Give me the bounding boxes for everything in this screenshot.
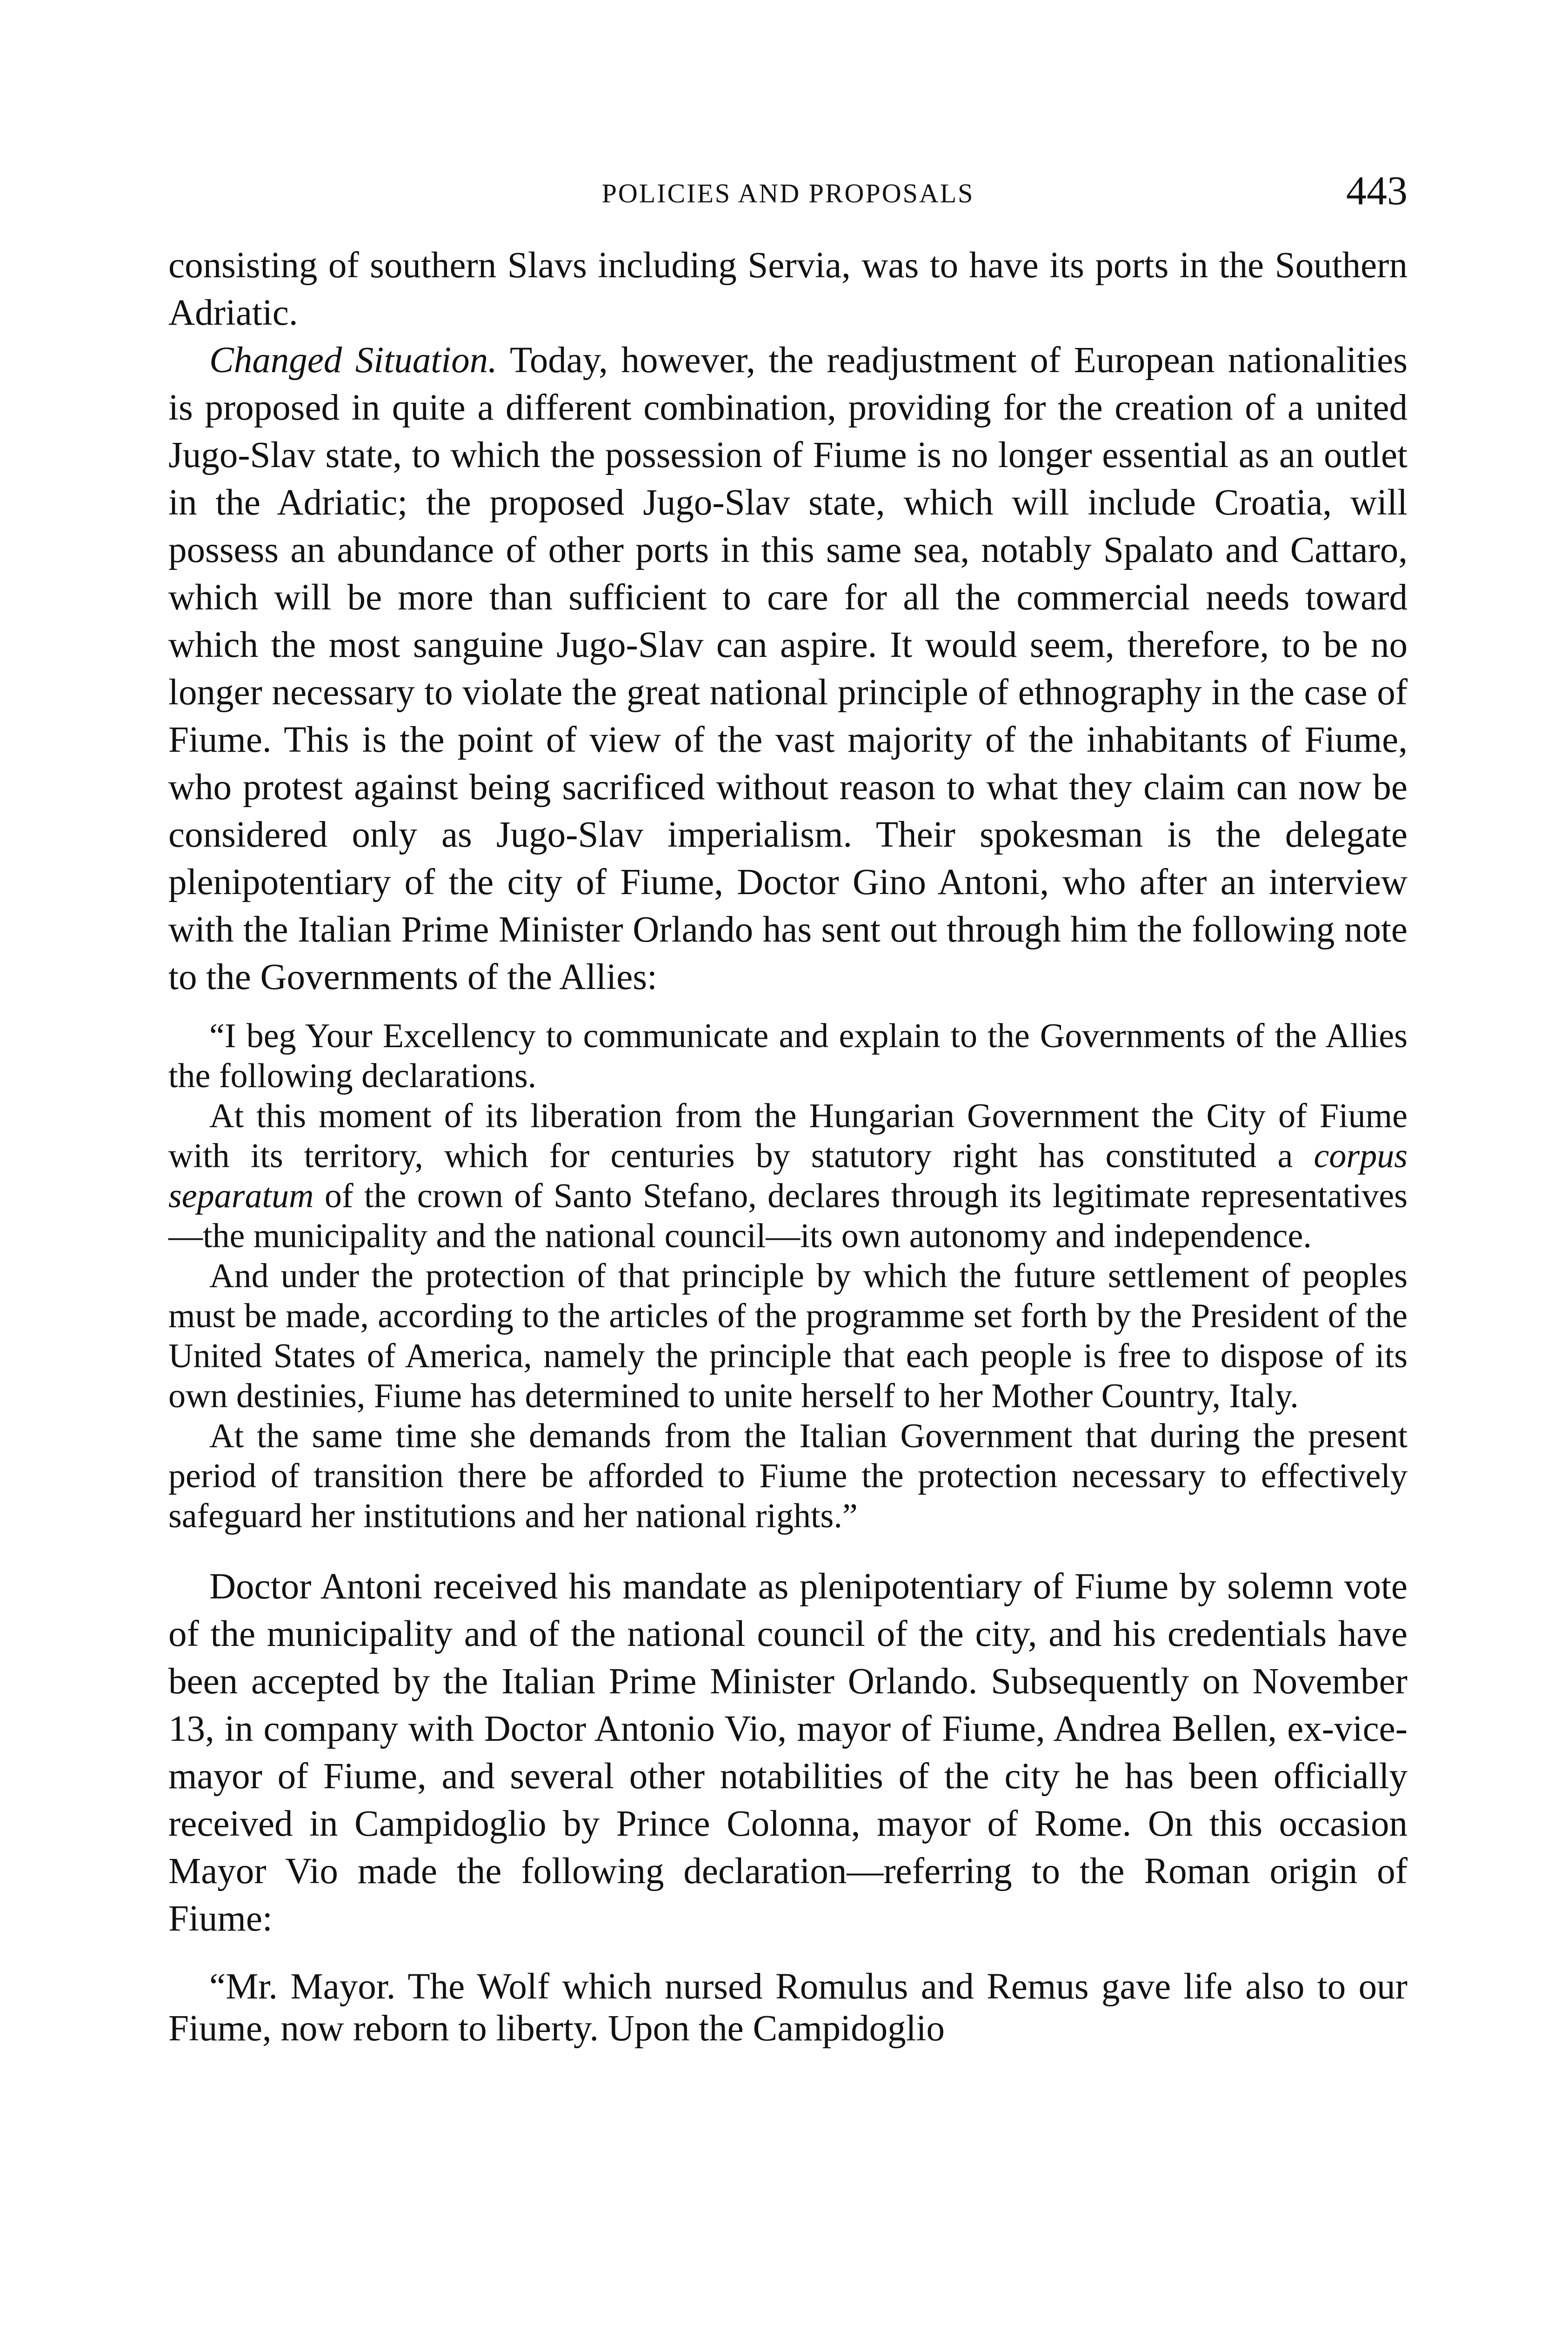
body-text xyxy=(168,242,1408,1001)
quote-paragraph: “Mr. Mayor. The Wolf which nursed Romulus and Remus gave life also to our Fiume, now reborn to liberty. Upon the Campidoglio xyxy=(168,1966,1408,2049)
block-quote xyxy=(168,1016,1408,1536)
quote-text: of the crown of Santo Stefano, declares through its legitimate representatives—the municipality and the national council—its own autonomy and independence. xyxy=(168,1177,1408,1255)
page-number: 443 xyxy=(1346,168,1408,214)
closing-quote xyxy=(168,1966,1408,2050)
body-text-continued xyxy=(168,1563,1408,1943)
quote-text: At this moment of its liberation from the Hungarian Government the City of Fiume with its territory, which for centuries by statutory right has constituted a xyxy=(168,1097,1408,1175)
quote-paragraph xyxy=(168,1096,1408,1256)
running-head: POLICIES AND PROPOSALS xyxy=(601,178,974,208)
paragraph-antoni: Doctor Antoni received his mandate as plenipotentiary of Fiume by solemn vote of the municipality and of the national council of the city, and his credentials have been accepted by the Italian Prime Minister Orlando. Subsequently on November 13, in company with Doctor Antonio Vio, mayor of Fiume, Andrea Bellen, ex-vice-mayor of Fiume, and several other notabilities of the city he has been officially received in Campidoglio by Prince Colonna, mayor of Rome. On this occasion Mayor Vio made the following declaration—referring to the Roman origin of Fiume: xyxy=(168,1566,1408,1939)
side-heading: Changed Situation. xyxy=(209,340,497,381)
paragraph-continuation: consisting of southern Slavs including Servia, was to have its ports in the Southern Adriatic. xyxy=(168,245,1408,333)
document-page xyxy=(168,167,1408,2050)
paragraph-body: Today, however, the readjustment of European nationalities is proposed in quite a different combination, providing for the creation of a united Jugo-Slav state, to which the possession of Fiume is no longer essential as an outlet in the Adriatic; the proposed Jugo-Slav state, which will include Croatia, will possess an abundance of other ports in this same sea, notably Spalato and Cattaro, which will be more than sufficient to care for all the commercial needs toward which the most sanguine Jugo-Slav can aspire. It would seem, therefore, to be no longer necessary to violate the great national principle of ethnography in the case of Fiume. This is the point of view of the vast majority of the inhabitants of Fiume, who protest against being sacrificed without reason to what they claim can now be considered only as Jugo-Slav imperialism. Their spokesman is the delegate plenipotentiary of the city of Fiume, Doctor Gino Antoni, who after an interview with the Italian Prime Minister Orlando has sent out through him the following note to the Governments of the Allies: xyxy=(168,340,1408,997)
quote-italic: corpus separatum xyxy=(168,1137,1408,1215)
page-header xyxy=(168,167,1408,219)
paragraph-changed-situation xyxy=(168,337,1408,1001)
quote-paragraph: And under the protection of that principle by which the future settlement of peoples must be made, according to the articles of the programme set forth by the President of the United States of America, namely the principle that each people is free to dispose of its own destinies, Fiume has determined to unite herself to her Mother Country, Italy. xyxy=(168,1257,1408,1415)
quote-paragraph: At the same time she demands from the Italian Government that during the present period of transition there be afforded to Fiume the protection necessary to effectively safeguard her institutions and her national rights.” xyxy=(168,1417,1408,1535)
quote-paragraph: “I beg Your Excellency to communicate and explain to the Governments of the Allies the following declarations. xyxy=(168,1017,1408,1095)
